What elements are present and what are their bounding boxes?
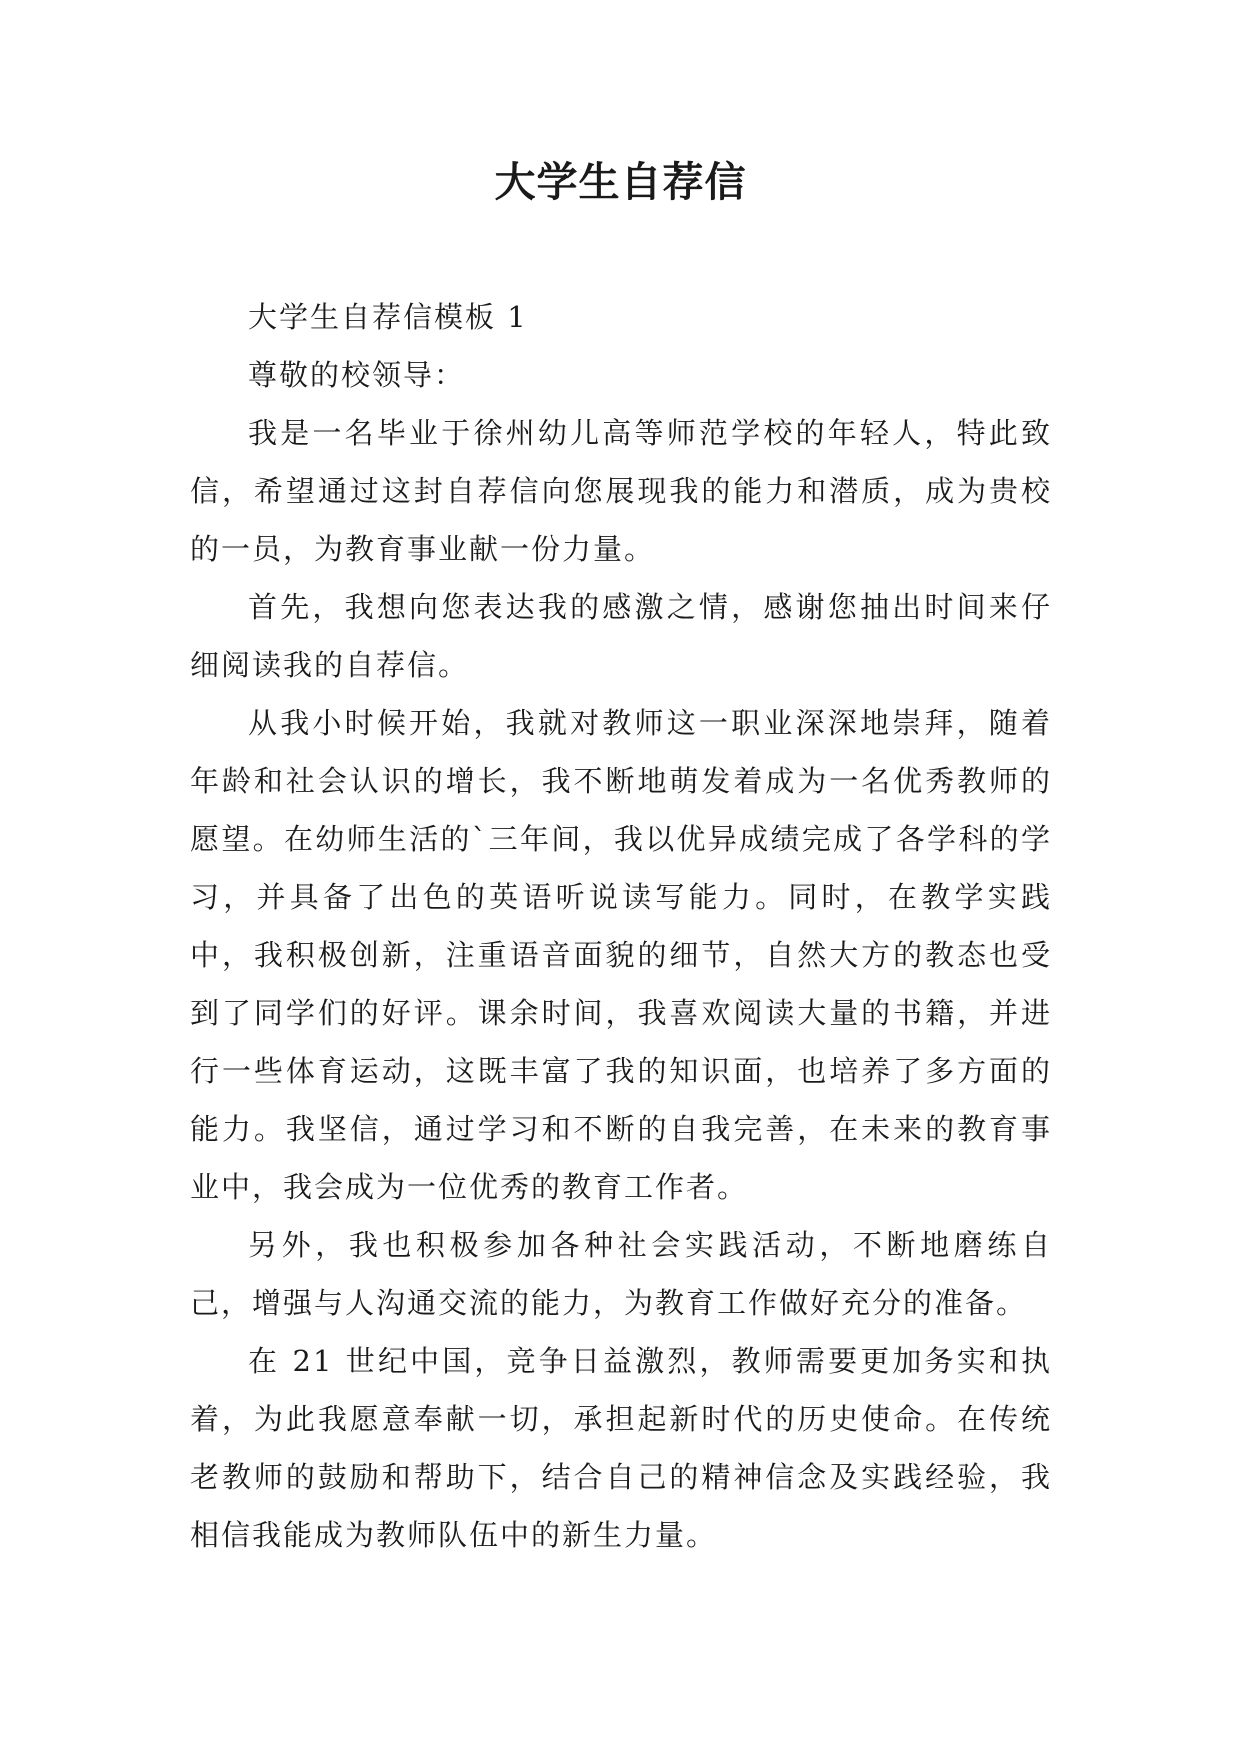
paragraph-introduction: 我是一名毕业于徐州幼儿高等师范学校的年轻人，特此致信，希望通过这封自荐信向您展现我的能力和潜质，成为贵校的一员，为教育事业献一份力量。 — [190, 416, 1052, 566]
paragraph-commitment: 在 21 世纪中国，竞争日益激烈，教师需要更加务实和执着，为此我愿意奉献一切，承担起新时代的历史使命。在传统老教师的鼓励和帮助下，结合自己的精神信念及实践经验，我相信我能成为教师队伍中的新生力量。 — [190, 1344, 1052, 1552]
paragraph-background: 从我小时候开始，我就对教师这一职业深深地崇拜，随着年龄和社会认识的增长，我不断地萌发着成为一名优秀教师的愿望。在幼师生活的`三年间，我以优异成绩完成了各学科的学习，并具备了出色的英语听说读写能力。同时，在教学实践中，我积极创新，注重语音面貌的细节，自然大方的教态也受到了同学们的好评。课余时间，我喜欢阅读大量的书籍，并进行一些体育运动，这既丰富了我的知识面，也培养了多方面的能力。我坚信，通过学习和不断的自我完善，在未来的教育事业中，我会成为一位优秀的教育工作者。 — [190, 706, 1052, 1204]
document-body — [190, 288, 1052, 1564]
paragraph-gratitude: 首先，我想向您表达我的感激之情，感谢您抽出时间来仔细阅读我的自荐信。 — [190, 590, 1052, 682]
template-heading: 大学生自荐信模板 1 — [248, 300, 528, 334]
salutation: 尊敬的校领导： — [248, 358, 466, 392]
document-title: 大学生自荐信 — [494, 158, 747, 206]
paragraph-practice: 另外，我也积极参加各种社会实践活动，不断地磨练自己，增强与人沟通交流的能力，为教育工作做好充分的准备。 — [190, 1228, 1052, 1320]
